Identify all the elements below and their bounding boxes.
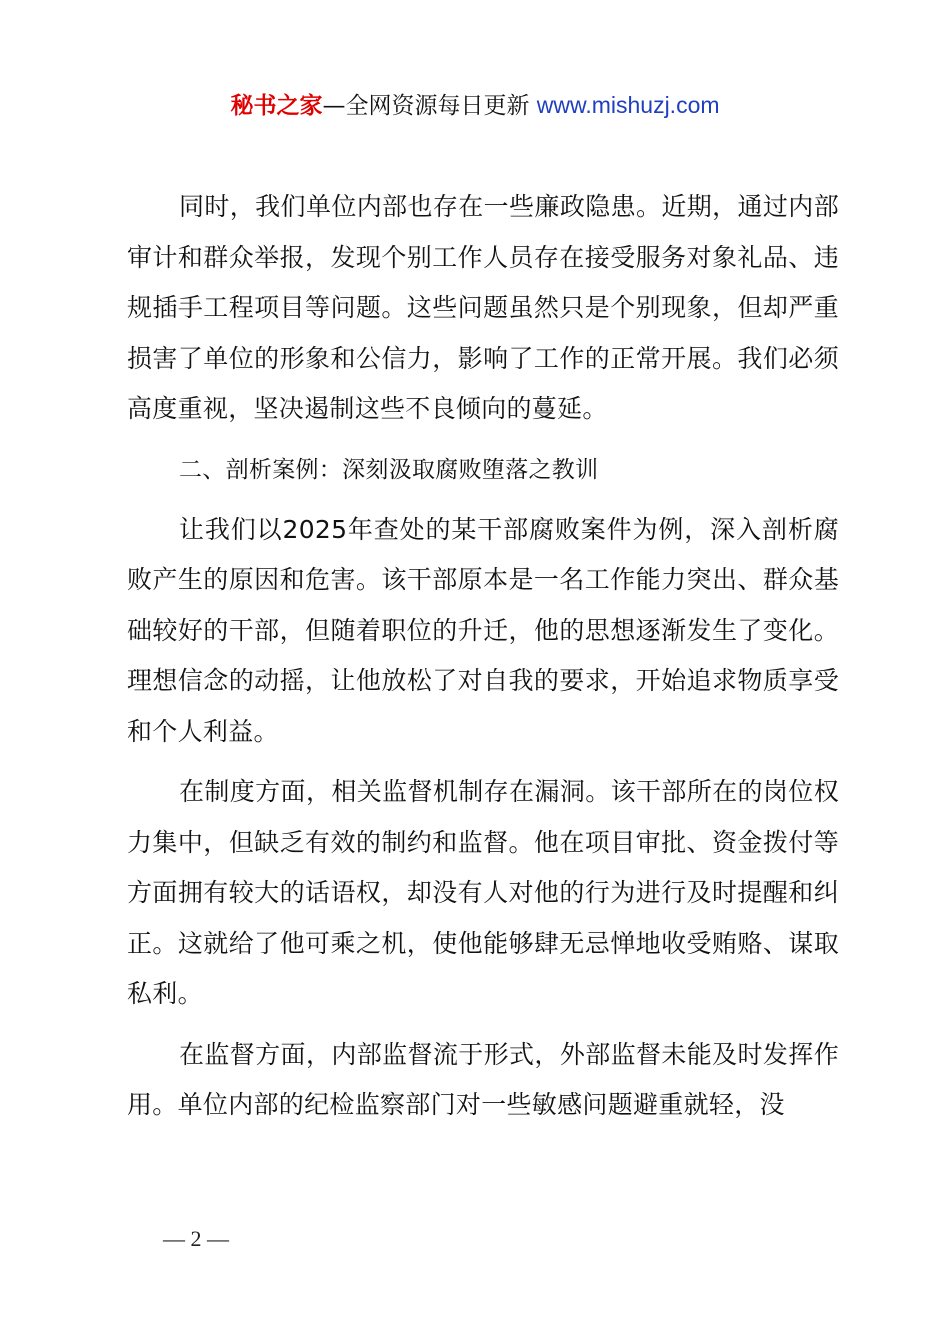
- site-header: [0, 88, 950, 123]
- brand-name: 秘书之家: [230, 93, 323, 119]
- paragraph-case-example: 让我们以2025年查处的某干部腐败案件为例，深入剖析腐败产生的原因和危害。该干部原本是一名工作能力突出、群众基础较好的干部，但随着职位的升迁，他的思想逐渐发生了变化。理想信念的动摇，让他放松了对自我的要求，开始追求物质享受和个人利益。: [127, 514, 839, 746]
- section-heading-case-analysis: 二、剖析案例：深刻汲取腐败堕落之教训: [179, 456, 599, 483]
- paragraph-system-loopholes: 在制度方面，相关监督机制存在漏洞。该干部所在的岗位权力集中，但缺乏有效的制约和监督。他在项目审批、资金拨付等方面拥有较大的话语权，却没有人对他的行为进行及时提醒和纠正。这就给了他可乘之机，使他能够肆无忌惮地收受贿赂、谋取私利。: [127, 777, 839, 1008]
- site-url[interactable]: www.mishuzj.com: [536, 92, 720, 118]
- header-tagline: —全网资源每日更新: [322, 93, 537, 119]
- document-body: [127, 182, 839, 1141]
- paragraph-supervision: 在监督方面，内部监督流于形式，外部监督未能及时发挥作用。单位内部的纪检监察部门对一些敏感问题避重就轻，没: [127, 1039, 839, 1119]
- page-number: — 2 —: [163, 1226, 229, 1251]
- paragraph-integrity-risks: 同时，我们单位内部也存在一些廉政隐患。近期，通过内部审计和群众举报，发现个别工作人员存在接受服务对象礼品、违规插手工程项目等问题。这些问题虽然只是个别现象，但却严重损害了单位的形象和公信力，影响了工作的正常开展。我们必须高度重视，坚决遏制这些不良倾向的蔓延。: [127, 192, 839, 423]
